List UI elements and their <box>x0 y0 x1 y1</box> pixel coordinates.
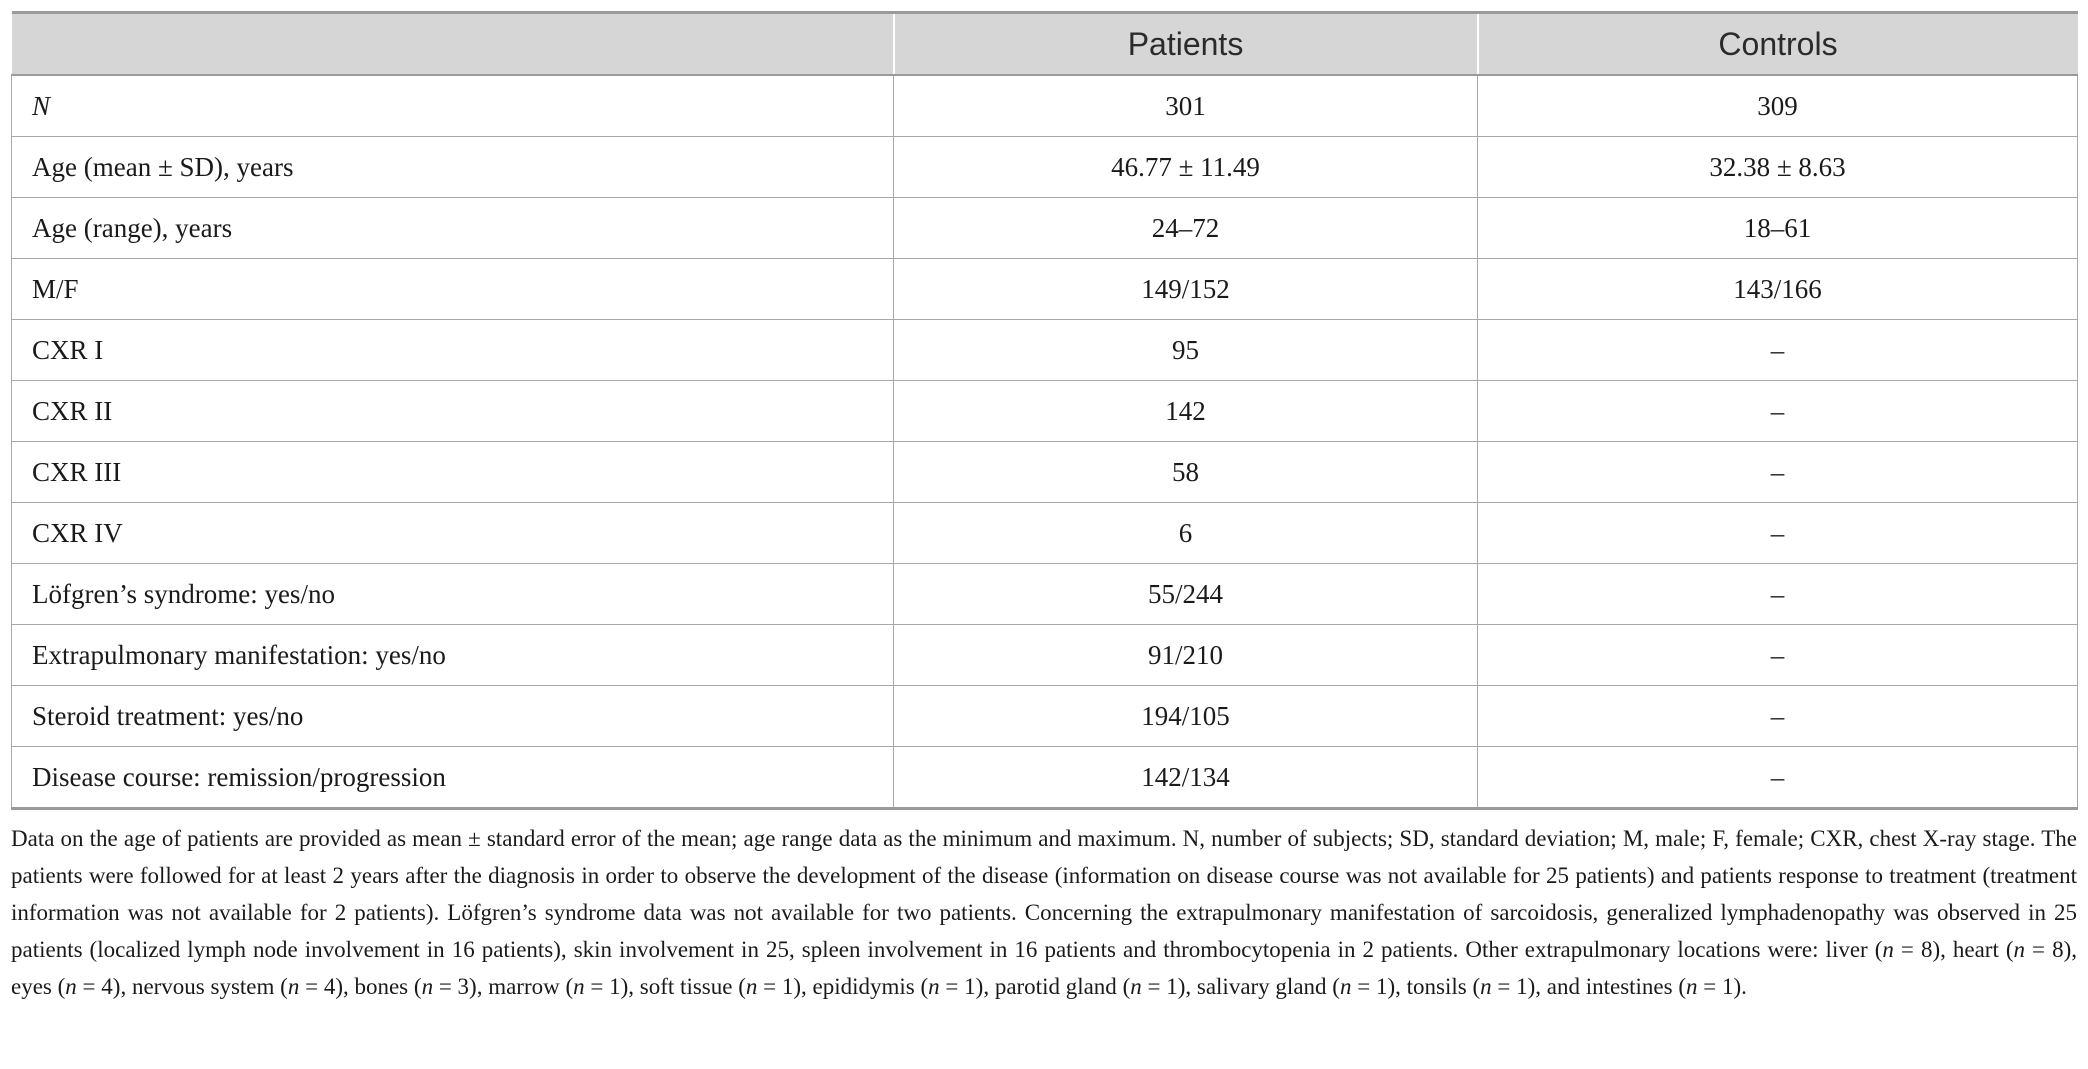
table-footnote: Data on the age of patients are provided as mean ± standard error of the mean; age range data as the minimum and maximum. N, number of subjects; SD, standard deviation; M, male; F, female; CXR, chest X-ray stage. The patients were followed for at least 2 years after the diagnosis in order to observe the development of the disease (information on disease course was not available for 25 patients) and patients response to treatment (treatment information was not available for 2 patients). Löfgren’s syndrome data was not available for two patients. Concerning the extrapulmonary manifestation of sarcoidosis, generalized lymphadenopathy was observed in 25 patients (localized lymph node involvement in 16 patients), skin involvement in 25, spleen involvement in 16 patients and thrombocytopenia in 2 patients. Other extrapulmonary locations were: liver (n = 8), heart (n = 8), eyes (n = 4), nervous system (n = 4), bones (n = 3), marrow (n = 1), soft tissue (n = 1), epididymis (n = 1), parotid gland (n = 1), salivary gland (n = 1), tonsils (n = 1), and intestines (n = 1). <box>11 826 2077 999</box>
table-header-row <box>12 13 2078 76</box>
row-label: CXR III <box>12 442 894 503</box>
table-container <box>11 11 2077 1005</box>
table-row <box>12 75 2078 137</box>
table-row <box>12 442 2078 503</box>
row-label: M/F <box>12 259 894 320</box>
table-row <box>12 259 2078 320</box>
row-label: CXR I <box>12 320 894 381</box>
row-label: Disease course: remission/progression <box>12 747 894 809</box>
table-row <box>12 137 2078 198</box>
controls-value: – <box>1478 381 2078 442</box>
table-row <box>12 503 2078 564</box>
table-row <box>12 564 2078 625</box>
header-label-column <box>12 13 894 76</box>
patients-value: 301 <box>894 75 1478 137</box>
controls-value: – <box>1478 625 2078 686</box>
header-patients: Patients <box>894 13 1478 76</box>
controls-value: – <box>1478 320 2078 381</box>
patients-value: 194/105 <box>894 686 1478 747</box>
row-label: Age (mean ± SD), years <box>12 137 894 198</box>
patients-value: 95 <box>894 320 1478 381</box>
demographics-table <box>11 11 2078 810</box>
table-row <box>12 625 2078 686</box>
table-row <box>12 686 2078 747</box>
patients-value: 58 <box>894 442 1478 503</box>
patients-value: 142/134 <box>894 747 1478 809</box>
controls-value: 18–61 <box>1478 198 2078 259</box>
patients-value: 142 <box>894 381 1478 442</box>
patients-value: 149/152 <box>894 259 1478 320</box>
controls-value: 32.38 ± 8.63 <box>1478 137 2078 198</box>
controls-value: – <box>1478 564 2078 625</box>
row-label: N <box>12 75 894 137</box>
patients-value: 46.77 ± 11.49 <box>894 137 1478 198</box>
controls-value: – <box>1478 503 2078 564</box>
table-row <box>12 381 2078 442</box>
row-label: Age (range), years <box>12 198 894 259</box>
table-row <box>12 320 2078 381</box>
row-label: Extrapulmonary manifestation: yes/no <box>12 625 894 686</box>
patients-value: 24–72 <box>894 198 1478 259</box>
row-label: Steroid treatment: yes/no <box>12 686 894 747</box>
table-row <box>12 198 2078 259</box>
table-row <box>12 747 2078 809</box>
controls-value: 309 <box>1478 75 2078 137</box>
controls-value: – <box>1478 747 2078 809</box>
patients-value: 91/210 <box>894 625 1478 686</box>
row-label: CXR II <box>12 381 894 442</box>
row-label: Löfgren’s syndrome: yes/no <box>12 564 894 625</box>
row-label: CXR IV <box>12 503 894 564</box>
patients-value: 6 <box>894 503 1478 564</box>
header-controls: Controls <box>1478 13 2078 76</box>
controls-value: – <box>1478 686 2078 747</box>
patients-value: 55/244 <box>894 564 1478 625</box>
controls-value: 143/166 <box>1478 259 2078 320</box>
controls-value: – <box>1478 442 2078 503</box>
